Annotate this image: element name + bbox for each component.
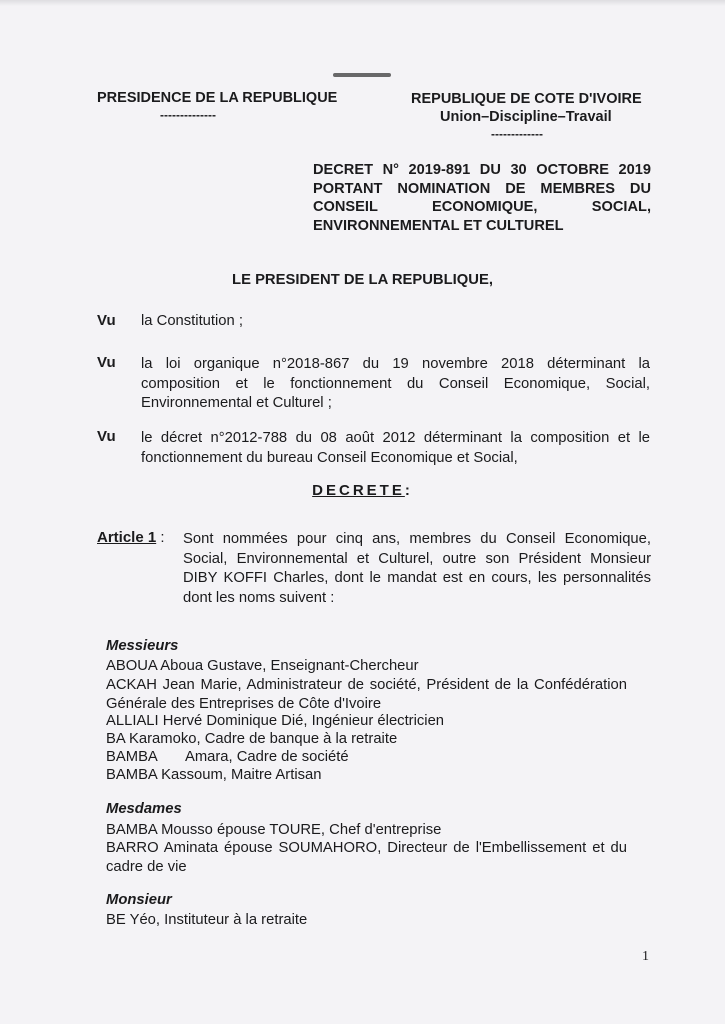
- ink-mark: [333, 73, 391, 77]
- group-title: Mesdames: [106, 801, 182, 817]
- article-1-separator: :: [156, 529, 165, 546]
- header-left-title: PRESIDENCE DE LA REPUBLIQUE: [97, 90, 338, 106]
- decrete-heading: [0, 482, 725, 499]
- decrete-word: DECRETE: [312, 482, 405, 499]
- visa-label: Vu: [97, 428, 116, 445]
- article-1-label-wrap: [97, 529, 165, 546]
- member-entry: BA Karamoko, Cadre de banque à la retraite: [106, 731, 398, 747]
- visa-label: Vu: [97, 354, 116, 371]
- visa-label: Vu: [97, 312, 116, 329]
- decree-title-line: CONSEIL ECONOMIQUE, SOCIAL,: [313, 199, 651, 215]
- decree-title-line: ENVIRONNEMENTAL ET CULTUREL: [313, 217, 564, 234]
- group-title: Messieurs: [106, 638, 179, 654]
- member-entry: BAMBA Amara, Cadre de société: [106, 749, 349, 765]
- visa-text: la loi organique n°2018-867 du 19 novembre 2018 déterminant la composition et le fonctionnement du Conseil Economique, Social, Environnemental et Culturel ;: [141, 356, 650, 411]
- scan-edge-shadow: [0, 0, 725, 6]
- member-entry: BE Yéo, Instituteur à la retraite: [106, 912, 308, 928]
- member-entry: BAMBA Kassoum, Maitre Artisan: [106, 767, 322, 783]
- member-entry: BARRO Aminata épouse SOUMAHORO, Directeur de l'Embellissement et du cadre de vie: [106, 840, 627, 875]
- article-1-body: Sont nommées pour cinq ans, membres du Conseil Economique, Social, Environnemental et Culturel, outre son Président Monsieur DIBY KOFFI Charles, dont le mandat est en cours, les personnalités dont les noms suivent :: [183, 531, 651, 606]
- decree-title-line: DECRET N° 2019-891 DU 30 OCTOBRE 2019: [313, 162, 651, 178]
- visa-text: la Constitution ;: [141, 313, 243, 329]
- decree-title-line: PORTANT NOMINATION DE MEMBRES DU: [313, 180, 651, 197]
- group-title: Monsieur: [106, 892, 172, 908]
- header-left-dashes: --------------: [160, 108, 216, 122]
- page-number: 1: [642, 949, 649, 964]
- header-right-title: REPUBLIQUE DE COTE D'IVOIRE: [411, 91, 642, 107]
- header-right-dashes: -------------: [491, 127, 543, 141]
- visa-text: le décret n°2012-788 du 08 août 2012 déterminant la composition et le fonctionnement du bureau Conseil Economique et Social,: [141, 430, 650, 466]
- president-heading: LE PRESIDENT DE LA REPUBLIQUE,: [232, 272, 493, 288]
- article-1-text: [183, 530, 651, 608]
- member-entry: ACKAH Jean Marie, Administrateur de société, Président de la Confédération Générale des Entreprises de Côte d'Ivoire: [106, 677, 627, 712]
- member-entry: ABOUA Aboua Gustave, Enseignant-Chercheur: [106, 658, 419, 674]
- decrete-colon: :: [404, 482, 413, 499]
- article-1-label: Article 1: [97, 529, 157, 546]
- decree-title: [313, 161, 651, 235]
- member-entry: ALLIALI Hervé Dominique Dié, Ingénieur électricien: [106, 713, 445, 729]
- header-right-motto: Union–Discipline–Travail: [440, 109, 612, 125]
- member-entry: BAMBA Mousso épouse TOURE, Chef d'entreprise: [106, 822, 442, 838]
